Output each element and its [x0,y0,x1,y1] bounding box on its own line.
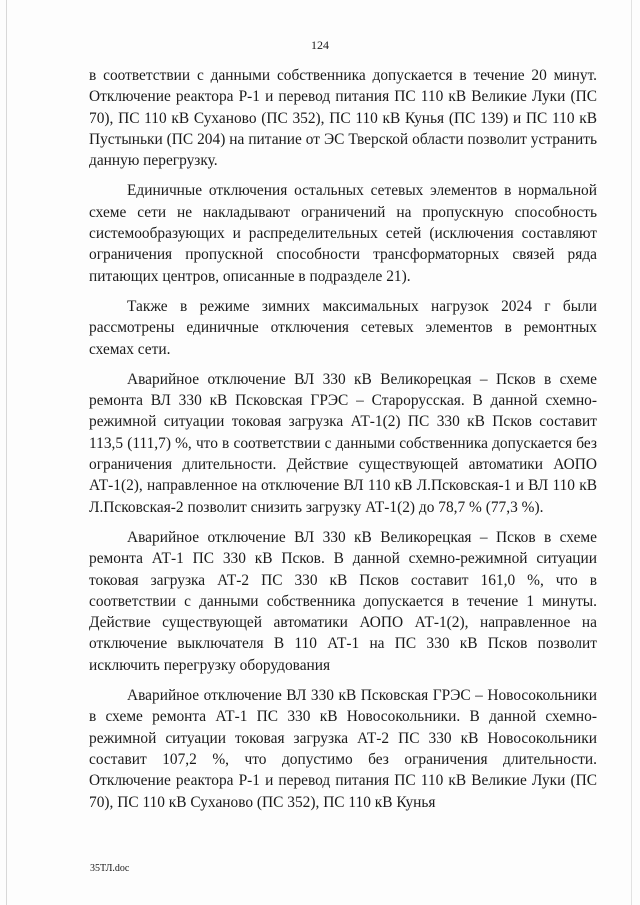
paragraph-winter-mode: Также в режиме зимних максимальных нагрузок 2024 г были рассмотрены единичные отключения сетевых элементов в ремонтных схемах сети. [89,297,597,358]
scan-edge-left [6,0,7,905]
paragraph-single-outages: Единичные отключения остальных сетевых элементов в нормальной схеме сети не накладывают ограничений на пропускную способность системообразующих и распределительных сетей (исключения составляют ограничения пропускной способности трансформаторных связей ряда питающих центров, описанные в подразделе 21). [89,182,597,285]
scan-edge-right [631,0,632,905]
page-number: 124 [311,38,329,52]
paragraph-outage-pskov-2: Аварийное отключение ВЛ 330 кВ Великорецкая – Псков в схеме ремонта АТ-1 ПС 330 кВ Псков. В данной схемно-режимной ситуации токовая загрузка АТ-2 ПС 330 кВ Псков составит 161,0 %, что в соответствии с данными собственника допускается в течение 1 минуты. Действие существующей автоматики АОПО АТ-1(2), направленное на отключение выключателя В 110 АТ-1 на ПС 330 кВ Псков позволит исключить перегрузку оборудования [89,528,597,674]
paragraph-continuation: в соответствии с данными собственника допускается в течение 20 минут. Отключение реактора Р-1 и перевод питания ПС 110 кВ Великие Луки (ПС 70), ПС 110 кВ Суханово (ПС 352), ПС 110 кВ Кунья (ПС 139) и ПС 110 кВ Пустыньки (ПС 204) на питание от ЭС Тверской области позволит устранить данную перегрузку. [89,67,597,170]
footer-filename: 35ТЛ.doc [90,863,130,874]
paragraph-outage-novosokolniki: Аварийное отключение ВЛ 330 кВ Псковская ГРЭС – Новосокольники в схеме ремонта АТ-1 ПС 330 кВ Новосокольники. В данной схемно-режимной ситуации токовая загрузка АТ-2 ПС 330 кВ Новосокольники составит 107,2 %, что допустимо без ограничения длительности. Отключение реактора Р-1 и перевод питания ПС 110 кВ Великие Луки (ПС 70), ПС 110 кВ Суханово (ПС 352), ПС 110 кВ Кунья [89,687,597,811]
document-body [89,65,597,813]
paragraph-outage-pskov-1: Аварийное отключение ВЛ 330 кВ Великорецкая – Псков в схеме ремонта ВЛ 330 кВ Псковская ГРЭС – Старорусская. В данной схемно-режимной ситуации токовая загрузка АТ-1(2) ПС 330 кВ Псков составит 113,5 (111,7) %, что в соответствии с данными собственника допускается без ограничения длительности. Действие существующей автоматики АОПО АТ-1(2), направленное на отключение ВЛ 110 кВ Л.Псковская-1 и ВЛ 110 кВ Л.Псковская-2 позволит снизить загрузку АТ-1(2) до 78,7 % (77,3 %). [89,370,597,516]
